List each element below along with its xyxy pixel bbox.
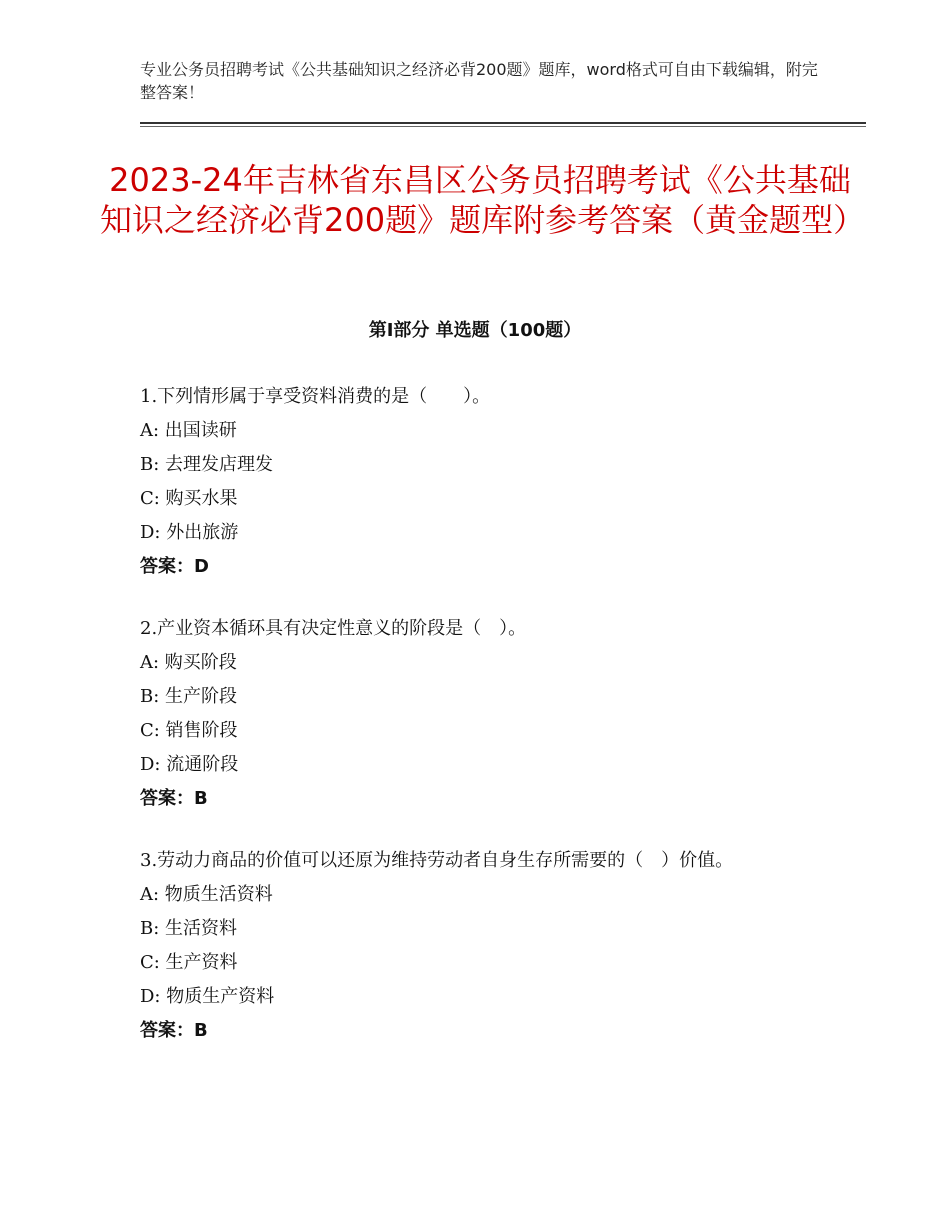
question-list: [140, 380, 760, 1076]
option-a: A: 购买阶段: [140, 652, 237, 673]
answer-line: 答案：D: [140, 556, 209, 577]
option-c: C: 生产资料: [140, 952, 238, 973]
option-d: D: 外出旅游: [140, 522, 239, 543]
document-title: 2023-24年吉林省东昌区公务员招聘考试《公共基础知识之经济必背200题》题库附参考答案（黄金题型）: [100, 161, 866, 239]
option-a: A: 物质生活资料: [140, 884, 273, 905]
option-b: B: 生产阶段: [140, 686, 238, 707]
header-rule-thick: [140, 122, 866, 124]
header-note: 专业公务员招聘考试《公共基础知识之经济必背200题》题库，word格式可自由下载编辑，附完整答案！: [140, 60, 818, 102]
option-d: D: 物质生产资料: [140, 986, 275, 1007]
option-c: C: 购买水果: [140, 488, 238, 509]
option-a: A: 出国读研: [140, 420, 237, 441]
question-2: [140, 612, 760, 816]
option-b: B: 去理发店理发: [140, 454, 274, 475]
section-title: 第Ⅰ部分 单选题（100题）: [368, 320, 582, 341]
option-d: D: 流通阶段: [140, 754, 239, 775]
question-1: [140, 380, 760, 584]
option-c: C: 销售阶段: [140, 720, 238, 741]
option-b: B: 生活资料: [140, 918, 238, 939]
question-stem: 3.劳动力商品的价值可以还原为维持劳动者自身生存所需要的（ ）价值。: [140, 850, 734, 871]
question-stem: 1.下列情形属于享受资料消费的是（ ）。: [140, 386, 491, 407]
header-rule-thin: [140, 126, 866, 127]
answer-line: 答案：B: [140, 788, 208, 809]
question-stem: 2.产业资本循环具有决定性意义的阶段是（ ）。: [140, 618, 527, 639]
answer-line: 答案：B: [140, 1020, 208, 1041]
question-3: [140, 844, 760, 1048]
